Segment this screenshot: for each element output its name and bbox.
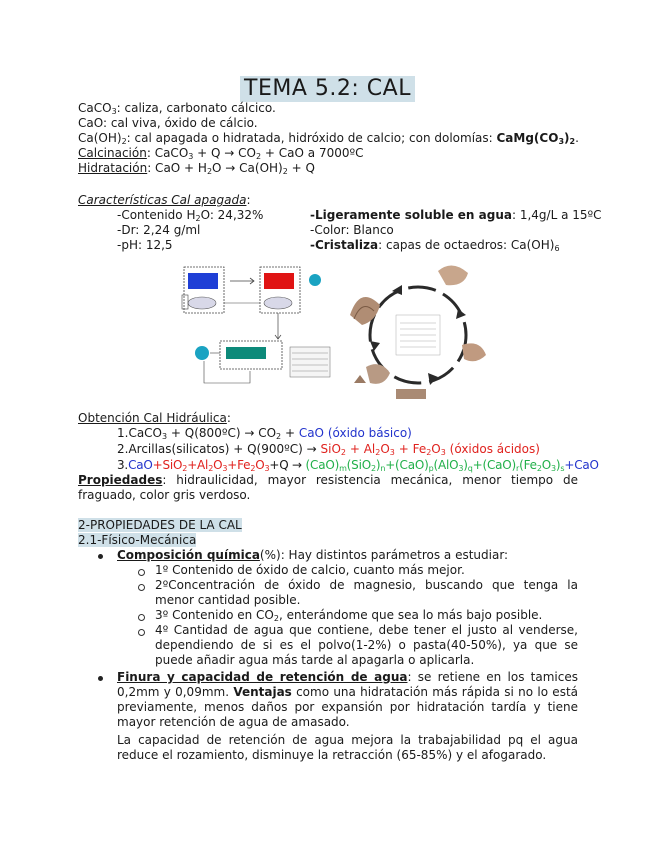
prop-color: -Color: Blanco (310, 223, 394, 237)
bullet-finura: Finura y capacidad de retención de agua: se retiene en los tamices 0,2mm y 0,09mm. Ventajas como una hidratación más rápida si no lo está previamente, menos daños por expansión por hidratación tardía y tiene mayor retención de agua de amasado. (117, 670, 579, 729)
prop-solubilidad: -Ligeramente soluble en agua: 1,4g/L a 15ºC (310, 208, 602, 222)
hidratacion-line: Hidratación: CaO + $H_2O \to Ca(OH)_2 + Q$ (78, 161, 315, 176)
item-oxido-calcio: 1º Contenido de óxido de calcio, cuanto más mejor. (155, 563, 465, 577)
def-cao: CaO: cal viva, óxido de cálcio. (78, 116, 258, 130)
item-cantidad-agua: 4º Cantidad de agua que contiene, debe tener el justo al venderse, dependiendo de si es el polvo(1-2%) o pasta(40-50%), ya que se puede añadir agua más tarde al apagarla o aplicarla. (155, 623, 578, 667)
item-co2: 3º Contenido en $CO_2$, enterándome que sea lo más bajo posible. (155, 608, 543, 623)
title-wrap (0, 76, 655, 102)
propiedades-paragraph: Propiedades: hidraulicidad, mayor resistencia mecánica, menor tiempo de fraguado, color gris verdoso. (78, 473, 578, 502)
section-2-heading: 2-PROPIEDADES DE LA CAL (78, 518, 242, 532)
reaction-2: 2.Arcillas(silicatos) + Q(900ºC) → $SiO_2 + Al_2O_3 + Fe_2O_3$ (óxidos ácidos) (117, 442, 540, 457)
prop-cristaliza: -Cristaliza: capas de octaedros: $Ca(OH)_6$ (310, 238, 560, 253)
hidraulica-heading: Obtención Cal Hidráulica: (78, 411, 231, 425)
prop-ph: -pH: 12,5 (117, 238, 173, 252)
caracteristicas-heading: Características Cal apagada: (78, 193, 251, 207)
sub-bullet-3 (138, 614, 145, 621)
page-title: TEMA 5.2: CAL (240, 76, 415, 102)
bullet-dot-1 (98, 554, 103, 559)
item-oxido-magnesio: 2ºConcentración de óxido de magnesio, buscando que tenga la menor cantidad posible. (155, 578, 578, 607)
process-diagram-figure (180, 263, 338, 390)
prop-dr: -Dr: 2,24 g/ml (117, 223, 201, 237)
def-caco3: CaCO$_3$: caliza, carbonato cálcico. (78, 101, 276, 116)
bullet-composicion: Composición química(%): Hay distintos parámetros a estudiar: (117, 548, 509, 562)
calcinacion-line: Calcinación: CaCO$_3$ + $Q \to CO_2$ + CaO a 7000ºC (78, 146, 364, 161)
sub-bullet-1 (138, 569, 145, 576)
lime-cycle-figure (340, 255, 490, 407)
reaction-3: $3.CaO+SiO_2+Al_2O_3+Fe_2O_3+Q \to (CaO)_m(SiO_2)_n+(CaO)_p(AlO_3)_q+(CaO)_r(Fe_2O_3)_s+CaO$ (117, 458, 599, 473)
section-2-1-subheading: 2.1-Físico-Mecánica (78, 533, 197, 547)
bullet-dot-2 (98, 676, 103, 681)
sub-bullet-2 (138, 584, 145, 591)
sub-bullet-4 (138, 629, 145, 636)
def-caoh2: $Ca(OH)_2$: cal apagada o hidratada, hidróxido de calcio; con dolomías: $CaMg(CO_3)_2$. (78, 131, 579, 146)
prop-contenido-h2o: -Contenido $H_2O$: 24,32% (117, 208, 264, 223)
reaction-1: 1.CaCO$_3$ + Q(800ºC) → $CO_2$ + CaO (óxido básico) (117, 426, 412, 441)
finura-paragraph: La capacidad de retención de agua mejora la trabajabilidad pq el agua reduce el rozamiento, disminuye la retracción (65-85%) y el afogarado. (117, 733, 578, 762)
